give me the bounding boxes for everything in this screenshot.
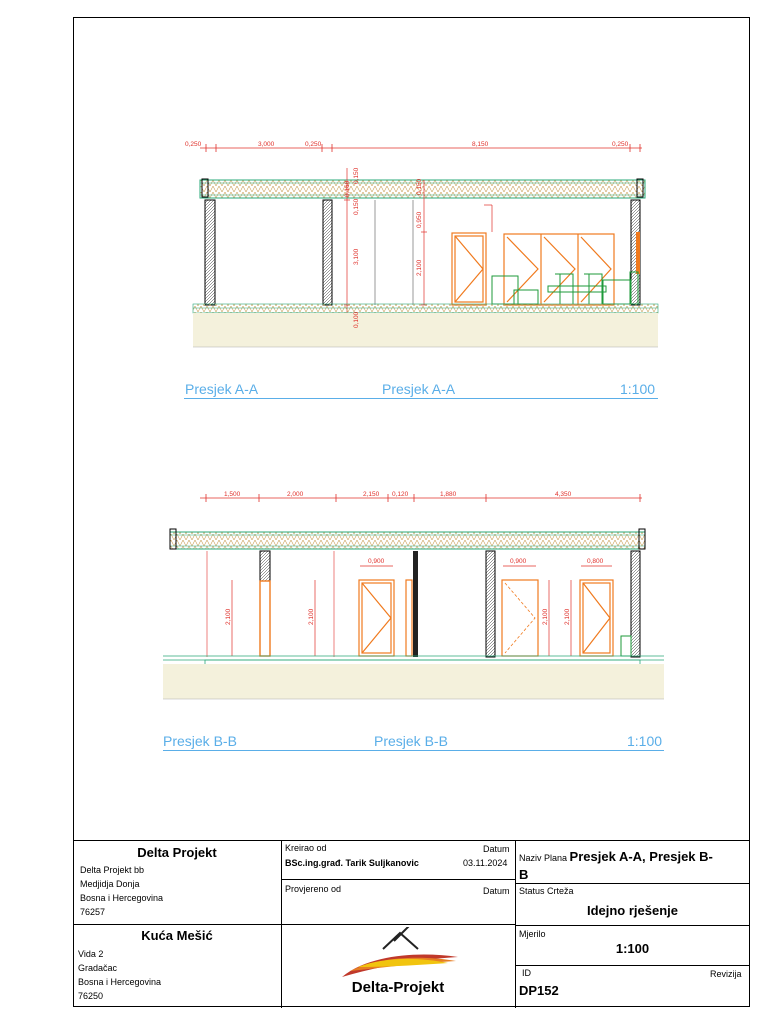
company-line-1: Delta Projekt bb <box>80 865 145 875</box>
client-line-1: Vida 2 <box>78 949 104 959</box>
dim-a-2: 3,000 <box>258 141 275 148</box>
dim-bv-2: 2,100 <box>308 608 315 625</box>
company-name: Delta Projekt <box>137 845 217 860</box>
logo-text: Delta-Projekt <box>351 979 445 996</box>
dim-bv-1: 2,100 <box>225 608 232 625</box>
plan-name-label-text: Naziv Plana <box>519 853 568 863</box>
dim-av-1: 0,160 <box>344 180 351 197</box>
dim-a-3: 0,250 <box>305 141 322 148</box>
section-a-title-left: Presjek A-A <box>185 381 259 397</box>
status-value: Idejno rješenje <box>586 903 679 918</box>
dim-a-4: 8,150 <box>472 141 489 148</box>
section-b-scale: 1:100 <box>627 733 663 749</box>
client-line-2: Gradačac <box>78 963 118 973</box>
dim-b-3: 2,150 <box>363 491 380 498</box>
company-line-4: 76257 <box>80 907 106 917</box>
dim-av-8: 0,100 <box>353 311 360 328</box>
dim-a-5: 0,250 <box>612 141 629 148</box>
dim-av-7: 2,100 <box>416 259 423 276</box>
dim-bd-3: 0,800 <box>587 558 604 565</box>
dim-av-3: 0,150 <box>353 198 360 215</box>
section-b-underline <box>163 750 664 751</box>
client-name: Kuća Mešić <box>141 928 213 943</box>
client-line-3: Bosna i Hercegovina <box>78 977 162 987</box>
client-line-4: 76250 <box>78 991 104 1001</box>
status-label: Status Crteža <box>519 886 574 896</box>
created-date: 03.11.2024 <box>463 858 508 868</box>
dim-av-4: 0,150 <box>416 178 423 195</box>
plan-name-label <box>519 849 713 864</box>
section-a-underline <box>184 398 658 399</box>
dim-b-2: 2,000 <box>287 491 304 498</box>
dim-av-5: 3,100 <box>353 248 360 265</box>
scale-label: Mjerilo <box>519 929 546 939</box>
plan-name-line-2: B <box>519 867 529 882</box>
section-a-a <box>193 144 658 347</box>
scale-value: 1:100 <box>615 941 650 956</box>
created-by: BSc.ing.građ. Tarik Suljkanovic <box>285 858 419 868</box>
dim-b-4: 0,120 <box>392 491 409 498</box>
dim-bv-3: 2,100 <box>542 608 549 625</box>
id-label: ID <box>522 968 531 978</box>
section-a-title-center: Presjek A-A <box>382 381 456 397</box>
id-value: DP152 <box>519 983 559 998</box>
date-label: Datum <box>483 844 510 854</box>
dim-b-5: 1,880 <box>440 491 457 498</box>
revision-label: Revizija <box>710 969 742 979</box>
dim-b-6: 4,350 <box>555 491 572 498</box>
section-b-b <box>163 494 664 699</box>
section-b-title-left: Presjek B-B <box>163 733 237 749</box>
dim-bd-1: 0,900 <box>368 558 385 565</box>
dim-bv-4: 2,100 <box>564 608 571 625</box>
created-by-label: Kreirao od <box>285 843 327 853</box>
company-line-3: Bosna i Hercegovina <box>80 893 164 903</box>
title-block <box>73 840 750 1007</box>
delta-projekt-logo <box>328 927 468 987</box>
checked-date-label: Datum <box>483 886 510 896</box>
section-b-title-center: Presjek B-B <box>374 733 448 749</box>
dim-bd-2: 0,900 <box>510 558 527 565</box>
dim-a-1: 0,250 <box>185 141 202 148</box>
checked-label: Provjereno od <box>285 884 342 894</box>
dim-av-2: 0,150 <box>353 167 360 184</box>
plan-name: Presjek A-A, Presjek B- <box>569 849 713 864</box>
section-a-scale: 1:100 <box>620 381 656 397</box>
dim-av-6: 0,950 <box>416 211 423 228</box>
company-line-2: Medjidja Donja <box>80 879 140 889</box>
dim-b-1: 1,500 <box>224 491 241 498</box>
